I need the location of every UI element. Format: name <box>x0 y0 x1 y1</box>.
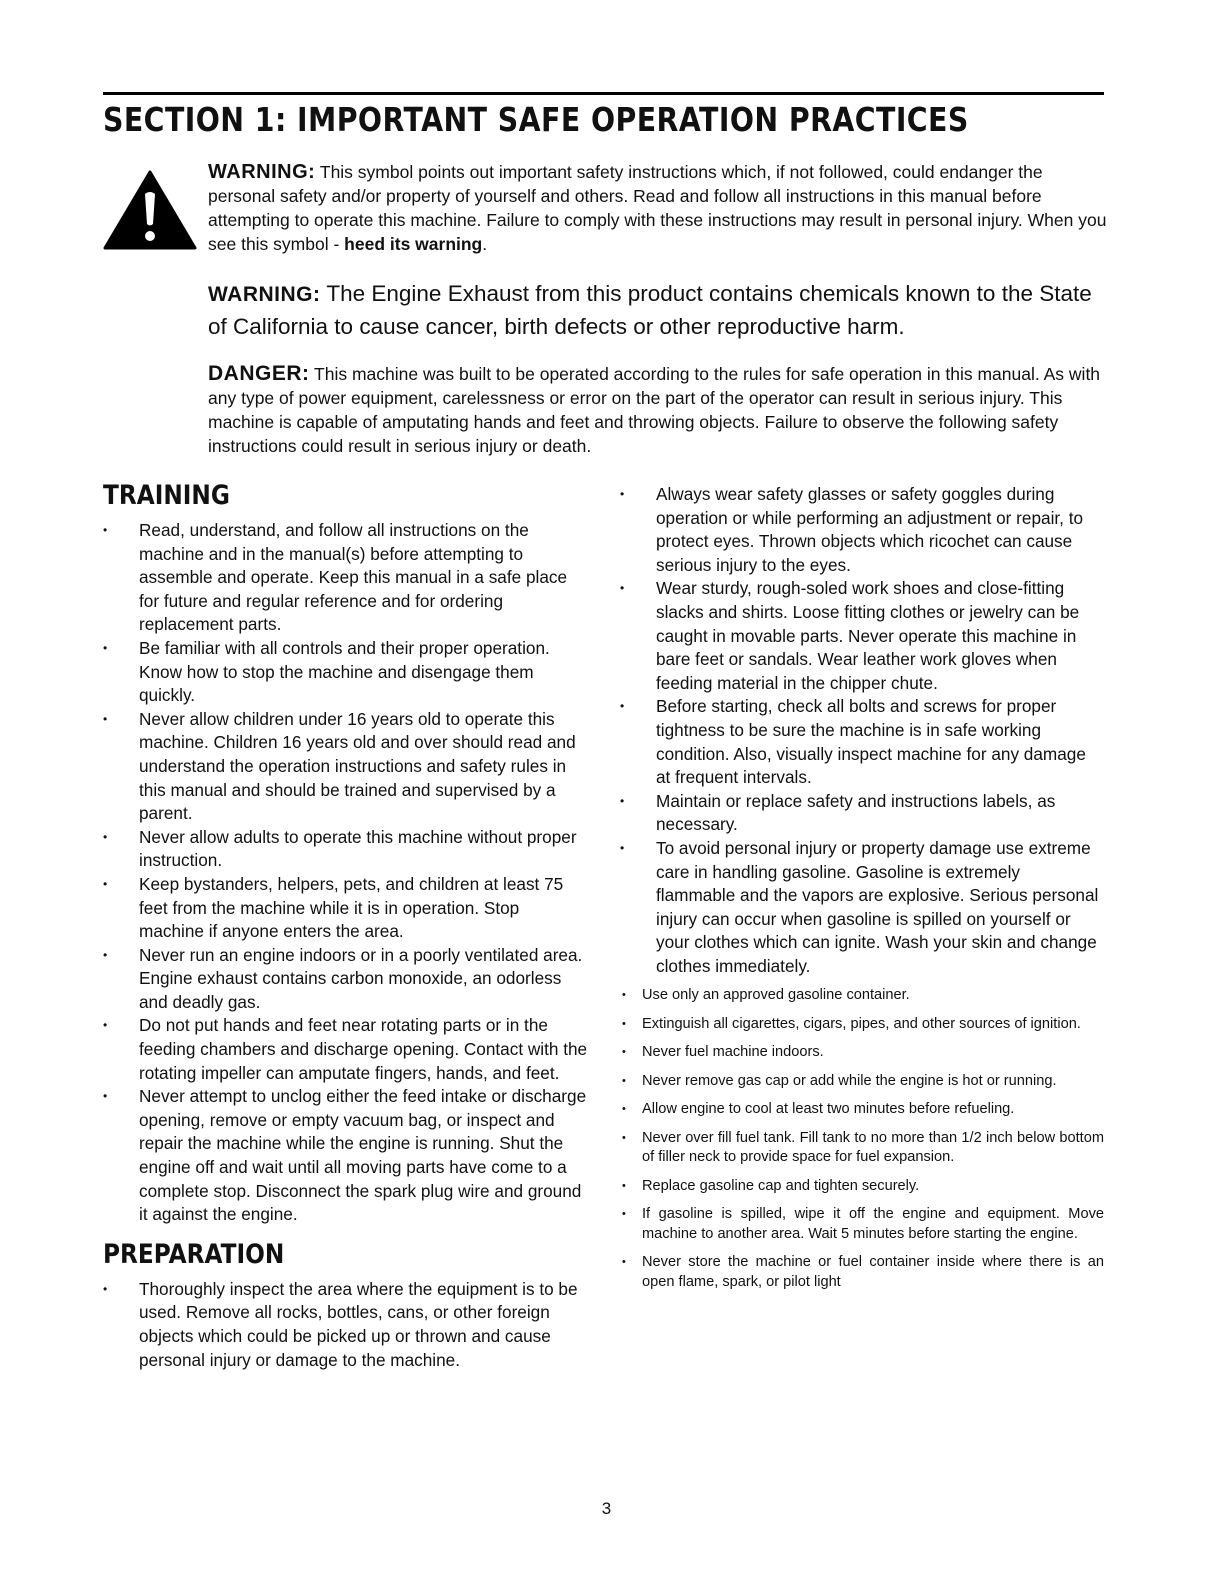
sub-list-item: • Never remove gas cap or add while the engine is hot or running. <box>620 1072 1104 1092</box>
preparation-heading: PREPARATION <box>103 1238 285 1270</box>
warning-end: . <box>482 234 488 254</box>
right-column <box>620 483 1104 1301</box>
list-item: • Never attempt to unclog either the feed intake or discharge opening, remove or empty vacuum bag, or inspect and repair the machine while the engine is running. Shut the engine off and wait until all moving parts have come to a complete stop. Disconnect the spark plug wire and ground it against the engine. <box>103 1085 588 1227</box>
top-rule <box>103 92 1104 95</box>
list-item: • To avoid personal injury or property damage use extreme care in handling gasoline. Gasoline is extremely flammable and the vapors are explosive. Serious personal injury can occur when gasoline is spilled on yourself or your clothes which can ignite. Wash your skin and change clothes immediately. <box>620 837 1104 979</box>
list-item: • Do not put hands and feet near rotating parts or in the feeding chambers and discharge opening. Contact with the rotating impeller can amputate fingers, hands, and feet. <box>103 1014 588 1085</box>
list-item: • Thoroughly inspect the area where the equipment is to be used. Remove all rocks, bottles, cans, or other foreign objects which could be picked up or thrown and cause personal injury or damage to the machine. <box>103 1278 588 1372</box>
list-item: • Maintain or replace safety and instructions labels, as necessary. <box>620 790 1104 837</box>
sub-list-item: • If gasoline is spilled, wipe it off the engine and equipment. Move machine to another area. Wait 5 minutes before starting the engine. <box>620 1205 1104 1244</box>
sub-list-item: • Use only an approved gasoline container. <box>620 986 1104 1006</box>
exclamation-triangle-icon <box>103 170 197 250</box>
section-title: SECTION 1: IMPORTANT SAFE OPERATION PRACTICES <box>103 100 969 139</box>
list-item: • Never run an engine indoors or in a poorly ventilated area. Engine exhaust contains carbon monoxide, an odorless and deadly gas. <box>103 944 588 1015</box>
list-item: • Never allow children under 16 years old to operate this machine. Children 16 years old and over should read and understand the operation instructions and safety rules in this manual and should be trained and supervised by a parent. <box>103 708 588 826</box>
list-item: • Wear sturdy, rough-soled work shoes and close-fitting slacks and shirts. Loose fitting clothes or jewelry can be caught in movable parts. Never operate this machine in bare feet or sandals. Wear leather work gloves when feeding material in the chipper chute. <box>620 577 1104 695</box>
list-item: • Never allow adults to operate this machine without proper instruction. <box>103 826 588 873</box>
warning-label: WARNING: <box>208 161 316 183</box>
warning-paragraph <box>208 160 1108 256</box>
california-warning-text: The Engine Exhaust from this product contains chemicals known to the State of California to cause cancer, birth defects or other reproductive harm. <box>208 281 1092 339</box>
sub-list-item: • Never store the machine or fuel container inside where there is an open flame, spark, or pilot light <box>620 1253 1104 1292</box>
sub-list-item: • Extinguish all cigarettes, cigars, pipes, and other sources of ignition. <box>620 1015 1104 1035</box>
list-item: • Before starting, check all bolts and screws for proper tightness to be sure the machine is in safe working condition. Also, visually inspect machine for any damage at frequent intervals. <box>620 695 1104 789</box>
danger-label: DANGER: <box>208 362 310 385</box>
sub-list-item: • Never fuel machine indoors. <box>620 1043 1104 1063</box>
california-warning-paragraph <box>208 278 1108 343</box>
preparation-list <box>103 1278 588 1372</box>
safety-list <box>620 483 1104 978</box>
danger-text: This machine was built to be operated according to the rules for safe operation in this manual. As with any type of power equipment, carelessness or error on the part of the operator can result in serious injury. This machine is capable of amputating hands and feet and throwing objects. Failure to observe the following safety instructions could result in serious injury or death. <box>208 364 1101 456</box>
gasoline-sublist <box>620 986 1104 1292</box>
training-list <box>103 519 588 1227</box>
list-item: • Be familiar with all controls and their proper operation. Know how to stop the machine and disengage them quickly. <box>103 637 588 708</box>
danger-paragraph <box>208 362 1108 458</box>
list-item: • Keep bystanders, helpers, pets, and children at least 75 feet from the machine while it is in operation. Stop machine if anyone enters the area. <box>103 873 588 944</box>
left-column <box>103 480 588 1372</box>
sub-list-item: • Allow engine to cool at least two minutes before refueling. <box>620 1100 1104 1120</box>
california-warning-label: WARNING: <box>208 283 321 306</box>
warning-text: This symbol points out important safety instructions which, if not followed, could endanger the personal safety and/or property of yourself and others. Read and follow all instructions in this manual before attempting to operate this machine. Failure to comply with these instructions may result in personal injury. When you see this symbol - <box>208 162 1107 254</box>
page-number: 3 <box>601 1499 612 1518</box>
sub-list-item: • Never over fill fuel tank. Fill tank to no more than 1/2 inch below bottom of filler neck to provide space for fuel expansion. <box>620 1129 1104 1168</box>
training-heading: TRAINING <box>103 480 230 511</box>
warning-emphasis: heed its warning <box>344 234 483 254</box>
list-item: • Read, understand, and follow all instructions on the machine and in the manual(s) before attempting to assemble and operate. Keep this manual in a safe place for future and regular reference and for ordering replacement parts. <box>103 519 588 637</box>
sub-list-item: • Replace gasoline cap and tighten securely. <box>620 1177 1104 1197</box>
list-item: • Always wear safety glasses or safety goggles during operation or while performing an adjustment or repair, to protect eyes. Thrown objects which ricochet can cause serious injury to the eyes. <box>620 483 1104 577</box>
